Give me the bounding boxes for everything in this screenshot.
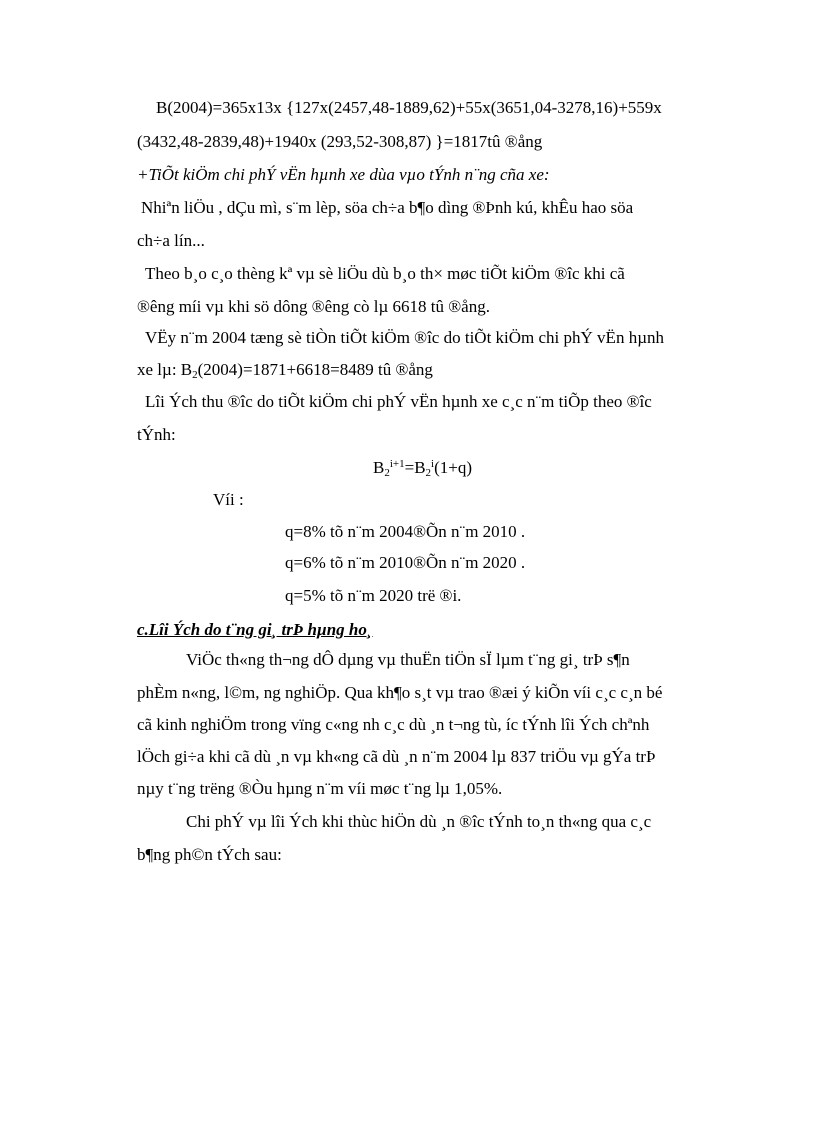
formula-b2004: B(2004)=365x13x {127x(2457,48-1889,62)+55x(3651,04-3278,16)+559x: [156, 98, 662, 117]
rate-item: q=6% tõ n¨m 2010®Õn n¨m 2020 .: [285, 553, 526, 572]
paragraph-line: Lîi Ých thu ®îc do tiÕt kiÖm chi phÝ vËn hµnh xe c¸c n¨m tiÕp theo ®îc: [145, 392, 652, 411]
savings-subheading: +TiÕt kiÖm chi phÝ vËn hµnh xe dùa vµo tÝnh n¨ng cña xe:: [137, 165, 550, 184]
paragraph-line: ch÷a lín...: [137, 231, 205, 250]
subscript: 2: [384, 467, 390, 479]
text-run: (1+q): [434, 458, 473, 477]
paragraph-line: ViÖc th«ng th¬ng dÔ dµng vµ thuËn tiÖn sÏ lµm t¨ng gi¸ trÞ s¶n: [186, 650, 630, 669]
with-label: Víi :: [213, 490, 244, 509]
subscript: 2: [425, 467, 432, 479]
paragraph-line: Chi phÝ vµ lîi Ých khi thùc hiÖn dù ¸n ®îc tÝnh to¸n th«ng qua c¸c: [186, 812, 652, 831]
section-heading: c.Lîi Ých do t¨ng gi¸ trÞ hµng ho¸: [137, 620, 373, 639]
superscript: i+1: [389, 458, 405, 470]
paragraph-line: b¶ng ph©n tÝch sau:: [137, 845, 282, 864]
paragraph-line: tÝnh:: [137, 425, 176, 444]
text-run: (2004)=1871+6618=8489 tû ®ång: [197, 360, 433, 379]
formula-b2004-continued: (3432,48-2839,48)+1940x (293,52-308,87) }=1817tû ®ång: [137, 132, 543, 151]
paragraph-line: cã kinh nghiÖm trong vïng c«ng nh c¸c dù ¸n t¬ng tù, íc tÝnh lîi Ých chªnh: [137, 715, 650, 734]
paragraph-line: VËy n¨m 2004 tæng sè tiÒn tiÕt kiÖm ®îc do tiÕt kiÖm chi phÝ vËn hµnh: [145, 328, 664, 347]
paragraph-line: phÈm n«ng, l©m, ng nghiÖp. Qua kh¶o s¸t vµ trao ®æi ý kiÕn víi c¸c c¸n bé: [137, 683, 663, 702]
text-run: =B: [404, 458, 426, 477]
superscript: i: [431, 458, 435, 470]
paragraph-line: lÖch gi÷a khi cã dù ¸n vµ kh«ng cã dù ¸n n¨m 2004 lµ 837 triÖu vµ gÝa trÞ: [137, 747, 656, 766]
rate-item: q=8% tõ n¨m 2004®Õn n¨m 2010 .: [285, 522, 526, 541]
text-run: xe lµ: B: [137, 360, 193, 379]
paragraph-line: nµy t¨ng trëng ®Òu hµng n¨m víi møc t¨ng lµ 1,05%.: [137, 779, 503, 798]
rate-item: q=5% tõ n¨m 2020 trë ®i.: [285, 586, 462, 605]
paragraph-line: ®êng míi vµ khi sö dông ®êng cò lµ 6618 tû ®ång.: [137, 297, 490, 316]
paragraph-line: Nhiªn liÖu , dÇu mì, s¨m lèp, söa ch÷a b¶o dìng ®Þnh kú, khÊu hao söa: [141, 198, 634, 217]
text-run: B: [373, 458, 385, 477]
subscript: 2: [192, 369, 198, 381]
growth-formula: [373, 458, 472, 478]
paragraph-line: [137, 360, 433, 380]
paragraph-line: Theo b¸o c¸o thèng kª vµ sè liÖu dù b¸o th× møc tiÕt kiÖm ®îc khi cã: [145, 264, 625, 283]
